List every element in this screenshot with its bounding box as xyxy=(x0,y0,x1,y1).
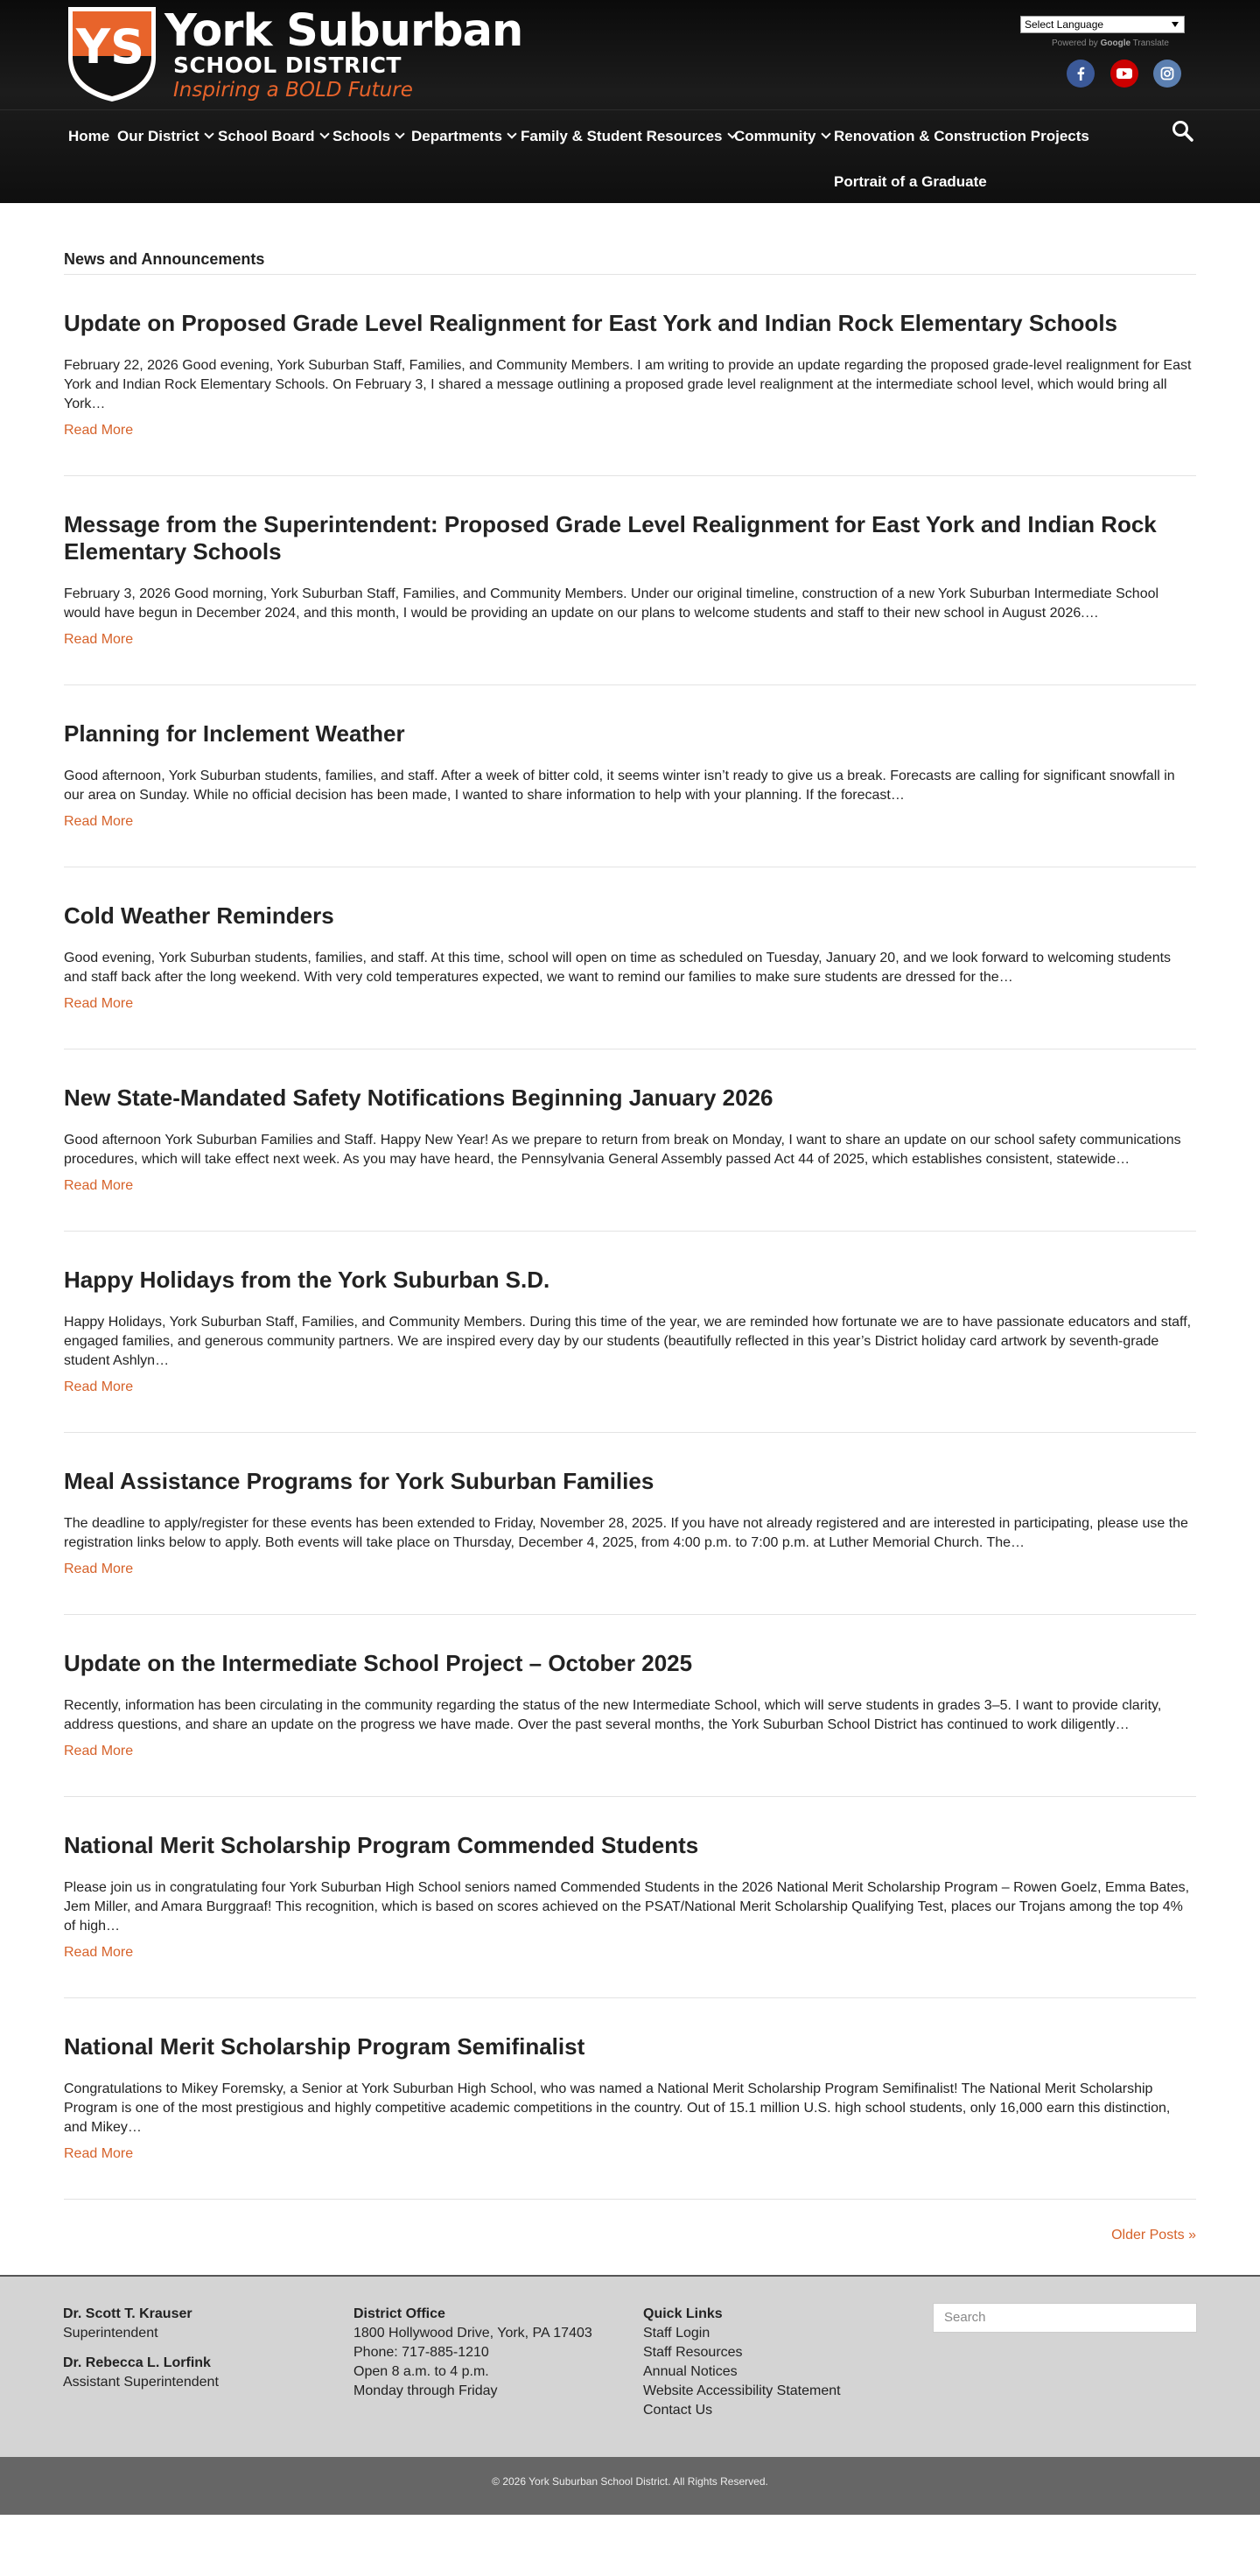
post-title[interactable]: Meal Assistance Programs for York Suburban Families xyxy=(64,1468,654,1494)
search-icon[interactable] xyxy=(1171,119,1195,144)
nav-family-student-resources[interactable] xyxy=(521,123,736,151)
news-post xyxy=(64,476,1196,685)
older-posts-row xyxy=(64,2228,1196,2243)
post-title[interactable]: National Merit Scholarship Program Semifinalist xyxy=(64,2033,585,2060)
posts-list xyxy=(64,275,1196,2200)
language-select-label: Select Language xyxy=(1025,18,1104,31)
post-excerpt: The deadline to apply/register for these events has been extended to Friday, November 28, 2025. If you have not already registered and are interested in participating, please use the registration links below to apply. Both events will take place on Thursday, December 4, 2025, from 4:00 p.m. to 7:00 p.m. at Luther Memorial Church. The… xyxy=(64,1516,1188,1550)
news-post xyxy=(64,1797,1196,1998)
leader-title: Superintendent xyxy=(63,2326,158,2341)
nav-departments[interactable] xyxy=(411,123,515,151)
news-post xyxy=(64,1232,1196,1433)
read-more-link[interactable]: Read More xyxy=(64,1945,134,1960)
post-excerpt: Good evening, York Suburban students, families, and staff. At this time, school will open on time as scheduled on Tuesday, January 20, and we look forward to welcoming students and staff back after the long weekend. With very cold temperatures expected, we want to remind our families to make sure students are dressed for the… xyxy=(64,951,1172,985)
footer-leadership xyxy=(63,2305,219,2392)
chevron-down-icon xyxy=(204,129,214,138)
nav-schools-label: Schools xyxy=(332,128,391,144)
news-post xyxy=(64,1049,1196,1232)
youtube-link[interactable] xyxy=(1110,60,1138,88)
office-phone: Phone: 717-885-1210 xyxy=(354,2345,489,2360)
quick-link[interactable]: Annual Notices xyxy=(643,2364,738,2379)
office-address: 1800 Hollywood Drive, York, PA 17403 xyxy=(354,2326,592,2341)
post-title[interactable]: Happy Holidays from the York Suburban S.D. xyxy=(64,1267,550,1293)
nav-our-district[interactable] xyxy=(117,123,213,151)
news-post xyxy=(64,867,1196,1049)
nav-community[interactable] xyxy=(734,123,830,151)
nav-schools[interactable] xyxy=(332,123,403,151)
svg-text:YS: YS xyxy=(76,19,144,74)
footer-district-office xyxy=(354,2305,592,2401)
language-select[interactable] xyxy=(1020,16,1185,33)
brand-name: York Suburban xyxy=(164,5,523,57)
news-post xyxy=(64,685,1196,867)
site-footer xyxy=(0,2275,1260,2457)
nav-community-label: Community xyxy=(734,128,816,144)
nav-portrait-label: Portrait of a Graduate xyxy=(834,173,987,190)
brand-tagline: Inspiring a BOLD Future xyxy=(173,79,413,102)
news-post xyxy=(64,275,1196,476)
post-excerpt: Recently, information has been circulating in the community regarding the status of the new Intermediate School, which will serve students in grades 3–5. I want to provide clarity, address questions, and share an update on the progress we have made. Over the past several months, the York Suburban School District has continued to work diligently… xyxy=(64,1698,1162,1732)
quick-link[interactable]: Staff Login xyxy=(643,2326,710,2341)
news-post xyxy=(64,1433,1196,1615)
nav-home[interactable] xyxy=(68,123,109,151)
youtube-icon xyxy=(1116,67,1132,80)
post-title[interactable]: National Merit Scholarship Program Commended Students xyxy=(64,1832,699,1858)
read-more-link[interactable]: Read More xyxy=(64,423,134,438)
copyright-text: © 2026 York Suburban School District. All Rights Reserved. xyxy=(492,2475,768,2488)
post-title[interactable]: New State-Mandated Safety Notifications Beginning January 2026 xyxy=(64,1084,774,1111)
google-label: Google xyxy=(1100,39,1131,48)
page-title: News and Announcements xyxy=(64,250,1196,275)
read-more-link[interactable]: Read More xyxy=(64,2146,134,2161)
read-more-link[interactable]: Read More xyxy=(64,632,134,647)
leader-title: Assistant Superintendent xyxy=(63,2375,219,2390)
post-title[interactable]: Message from the Superintendent: Proposed Grade Level Realignment for East York and Indian Rock Elementary Schools xyxy=(64,511,1157,565)
site-header xyxy=(0,0,1260,203)
post-title[interactable]: Update on the Intermediate School Project – October 2025 xyxy=(64,1650,693,1676)
copyright-bar xyxy=(0,2457,1260,2515)
nav-family-label: Family & Student Resources xyxy=(521,128,723,144)
office-hours: Open 8 a.m. to 4 p.m. xyxy=(354,2364,489,2379)
district-logo[interactable] xyxy=(66,5,523,103)
footer-quick-links xyxy=(643,2305,841,2420)
post-excerpt: Good afternoon York Suburban Families and Staff. Happy New Year! As we prepare to return from break on Monday, I want to share an update on our school safety communications procedures, which will take effect next week. As you may have heard, the Pennsylvania General Assembly passed Act 44 of 2025, which establishes consistent, statewide… xyxy=(64,1133,1181,1167)
nav-renovation-projects[interactable] xyxy=(834,123,1089,151)
post-excerpt: Happy Holidays, York Suburban Staff, Families, and Community Members. During this time of the year, we are reminded how fortunate we are to have passionate educators and staff, engaged families, and generous community partners. We are inspired every day by our students (beautifully reflected in this year’s District holiday card artwork by seventh-grade student Ashlyn… xyxy=(64,1315,1192,1368)
footer-search-input[interactable]: Search xyxy=(933,2303,1197,2333)
news-post xyxy=(64,1615,1196,1797)
news-post xyxy=(64,1998,1196,2200)
post-excerpt: February 22, 2026 Good evening, York Suburban Staff, Families, and Community Members. I am writing to provide an update regarding the proposed grade-level realignment for East York and Indian Rock Elementary Schools. On February 3, I shared a message outlining a proposed grade level realignment at the intermediate school level, which would bring all York… xyxy=(64,358,1192,411)
chevron-down-icon xyxy=(395,129,404,138)
brand-subtitle: SCHOOL DISTRICT xyxy=(173,53,402,78)
post-title[interactable]: Cold Weather Reminders xyxy=(64,902,334,929)
instagram-icon xyxy=(1160,67,1174,81)
read-more-link[interactable]: Read More xyxy=(64,996,134,1011)
quick-link[interactable]: Contact Us xyxy=(643,2403,713,2418)
translate-credit xyxy=(1052,39,1169,48)
chevron-down-icon xyxy=(821,129,830,138)
read-more-link[interactable]: Read More xyxy=(64,1379,134,1394)
post-excerpt: Congratulations to Mikey Foremsky, a Senior at York Suburban High School, who was named a National Merit Scholarship Program Semifinalist! The National Merit Scholarship Program is one of the most prestigious and highly competitive academic competitions in the country. Out of 15.1 million U.S. high school students, only 16,000 earn this distinction, and Mikey… xyxy=(64,2081,1171,2135)
powered-by-label: Powered by xyxy=(1052,39,1098,48)
nav-departments-label: Departments xyxy=(411,128,502,144)
leader-name: Dr. Scott T. Krauser xyxy=(63,2306,192,2321)
instagram-link[interactable] xyxy=(1153,60,1181,88)
facebook-link[interactable] xyxy=(1067,60,1095,88)
read-more-link[interactable]: Read More xyxy=(64,1744,134,1758)
nav-our-district-label: Our District xyxy=(117,128,200,144)
header-topbar xyxy=(0,0,1260,110)
post-title[interactable]: Update on Proposed Grade Level Realignment for East York and Indian Rock Elementary Schools xyxy=(64,310,1117,336)
older-posts-link[interactable]: Older Posts » xyxy=(1111,2228,1196,2243)
read-more-link[interactable]: Read More xyxy=(64,1178,134,1193)
office-days: Monday through Friday xyxy=(354,2383,498,2398)
quick-links-heading: Quick Links xyxy=(643,2306,723,2321)
post-excerpt: Please join us in congratulating four York Suburban High School seniors named Commended Students in the 2026 National Merit Scholarship Program – Rowen Goelz, Emma Bates, Jem Miller, and Amara Burggraaf! This recognition, which is based on scores achieved on the PSAT/National Merit Scholarship Qualifying Test, places our Trojans among the top 4% of high… xyxy=(64,1880,1190,1934)
nav-portrait-of-graduate[interactable] xyxy=(834,168,987,196)
quick-link[interactable]: Website Accessibility Statement xyxy=(643,2383,841,2398)
read-more-link[interactable]: Read More xyxy=(64,814,134,829)
dropdown-caret-icon xyxy=(1172,22,1179,27)
ys-shield-icon xyxy=(66,5,158,103)
leader-name: Dr. Rebecca L. Lorfink xyxy=(63,2355,211,2370)
quick-link[interactable]: Staff Resources xyxy=(643,2345,743,2360)
post-title[interactable]: Planning for Inclement Weather xyxy=(64,720,405,747)
nav-school-board[interactable] xyxy=(218,123,328,151)
translate-link[interactable]: Translate xyxy=(1132,39,1169,48)
main-navigation xyxy=(68,110,1197,203)
post-excerpt: Good afternoon, York Suburban students, families, and staff. After a week of bitter cold, it seems winter isn’t ready to give us a break. Forecasts are calling for significant snowfall in our area on Sunday. While no official decision has been made, I wanted to share information to help with your planning. If the forecast… xyxy=(64,769,1175,803)
chevron-down-icon xyxy=(507,129,516,138)
main-content xyxy=(64,250,1196,2243)
read-more-link[interactable]: Read More xyxy=(64,1562,134,1576)
nav-renovation-label: Renovation & Construction Projects xyxy=(834,128,1089,144)
office-heading: District Office xyxy=(354,2306,445,2321)
nav-school-board-label: School Board xyxy=(218,128,315,144)
nav-home-label: Home xyxy=(68,128,110,144)
post-excerpt: February 3, 2026 Good morning, York Suburban Staff, Families, and Community Members. Under our original timeline, construction of a new York Suburban Intermediate School would have begun in December 2024, and this month, I would be providing an update on our plans to welcome students and staff to their new school in August 2026.… xyxy=(64,586,1159,621)
facebook-icon xyxy=(1074,67,1088,81)
chevron-down-icon xyxy=(319,129,329,138)
